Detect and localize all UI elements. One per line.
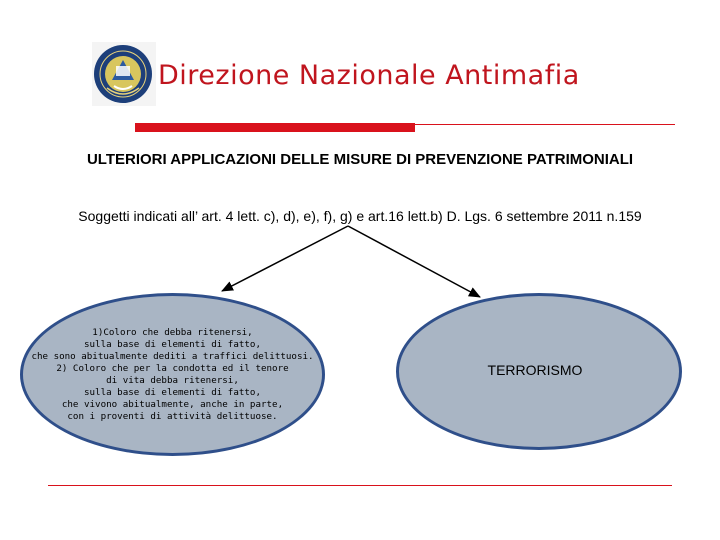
persons-line: di vita debba ritenersi, (106, 374, 239, 386)
persons-line: con i proventi di attività delittuose. (67, 410, 278, 422)
terrorism-label: TERRORISMO (487, 361, 583, 378)
slide-heading: ULTERIORI APPLICAZIONI DELLE MISURE DI PREVENZIONE PATRIMONIALI (86, 151, 634, 168)
footer-rule (48, 485, 672, 486)
arrow-left (222, 226, 348, 291)
persons-line: che sono abitualmente dediti a traffici delittuosi. (31, 350, 314, 362)
persons-line: 1)Coloro che debba ritenersi, (92, 326, 253, 338)
page-title: Direzione Nazionale Antimafia (158, 60, 580, 91)
subjects-statement: Soggetti indicati all’ art. 4 lett. c), d), e), f), g) e art.16 lett.b) D. Lgs. 6 settembre 2011 n.159 (78, 208, 642, 224)
persons-line: sulla base di elementi di fatto, (83, 338, 261, 350)
terrorism-ellipse (396, 293, 682, 450)
arrow-right (348, 226, 480, 297)
persons-line: che vivono abitualmente, anche in parte, (61, 398, 284, 410)
persons-ellipse (20, 293, 325, 456)
persons-line: 2) Coloro che per la condotta ed il tenore (56, 362, 289, 374)
persons-description (31, 327, 313, 423)
persons-line: sulla base di elementi di fatto, (83, 386, 261, 398)
